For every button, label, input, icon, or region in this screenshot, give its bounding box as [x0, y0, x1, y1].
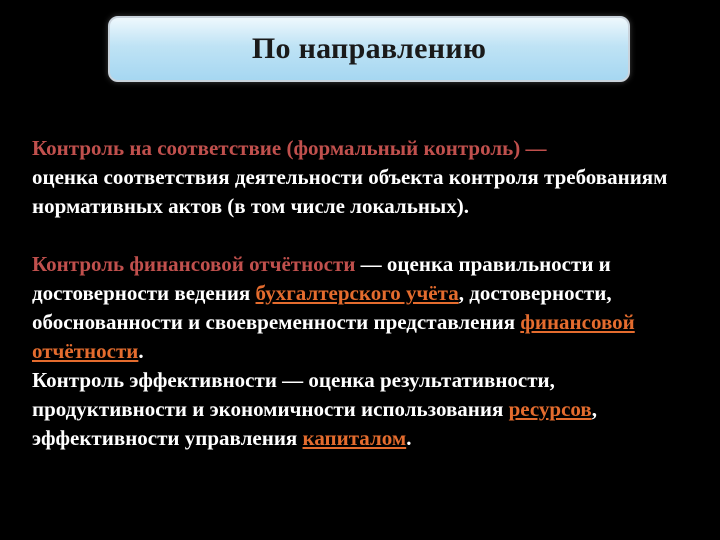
link-capital[interactable]: капиталом — [302, 426, 407, 450]
financial-control-text-2: , достоверности, обоснованности и своевременности представления — [32, 281, 612, 334]
financial-control-text-1: — оценка правильности и достоверности ведения — [32, 252, 611, 305]
efficiency-control-text-2: , эффективности управления — [32, 397, 597, 450]
title-box — [108, 16, 630, 82]
term-compliance-control: Контроль на соответствие (формальный контроль) — — [32, 136, 547, 160]
slide-content — [32, 134, 702, 453]
financial-control-text-3: . — [138, 339, 144, 363]
slide-title: По направлению — [251, 32, 487, 65]
compliance-control-definition: оценка соответствия деятельности объекта контроля требованиям нормативных актов (в том числе локальных). — [32, 165, 668, 218]
efficiency-control-text-3: . — [406, 426, 412, 450]
efficiency-control-text-1: Контроль эффективности — оценка результативности, продуктивности и экономичности использования — [32, 368, 555, 421]
paragraph-compliance-control — [32, 134, 702, 221]
paragraph-financial-reporting-control — [32, 250, 702, 366]
link-accounting[interactable]: бухгалтерского учёта — [255, 281, 459, 305]
link-resources[interactable]: ресурсов — [508, 397, 592, 421]
paragraph-efficiency-control — [32, 366, 702, 453]
link-financial-reporting[interactable]: финансовой отчётности — [32, 310, 635, 363]
term-financial-reporting-control: Контроль финансовой отчётности — [32, 252, 356, 276]
